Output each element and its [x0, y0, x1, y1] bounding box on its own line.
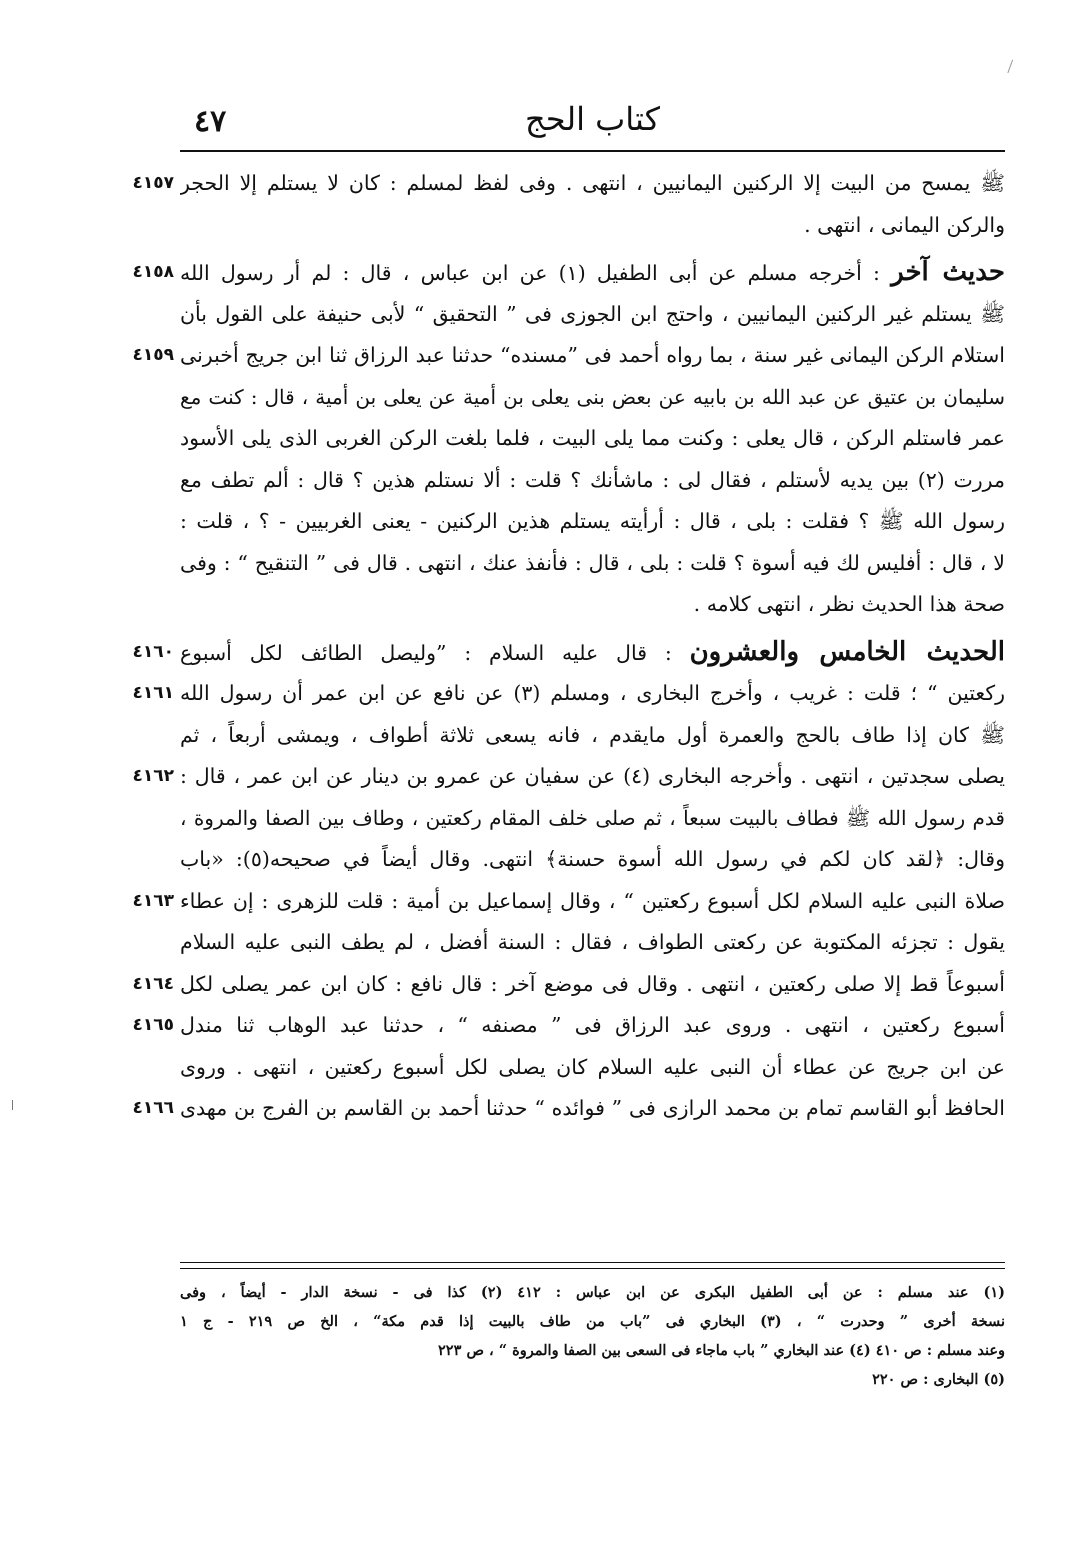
page-header [180, 100, 1005, 146]
line-text [180, 798, 1005, 840]
text-line [180, 418, 1005, 460]
line-body: أسبوعاً قط إلا صلى ركعتين ، انتهى . وقال فى موضع آخر : قال نافع : كان ابن عمر يصلى لكل [180, 971, 1005, 996]
line-text [180, 1047, 1005, 1089]
text-line [132, 964, 1005, 1006]
line-text [180, 922, 1005, 964]
hadith-number: ٤١٦٥ [132, 1015, 174, 1035]
line-body: ﷺ يمسح من البيت إلا الركنين اليمانيين ، انتهى . وفى لفظ لمسلم : كان لا يستلم إلا الحجر [180, 171, 1005, 195]
line-body: ﷺ يستلم غير الركنين اليمانيين ، واحتج ابن الجوزى فى ” التحقيق “ لأبى حنيفة على القول بأن [180, 301, 1005, 326]
footnotes [180, 1278, 1005, 1394]
line-body: رسول الله ﷺ ؟ فقلت : بلى ، قال : أرأيته يستلم هذين الركنين - يعنى الغربيين - ؟ ، قلت : [180, 509, 1005, 533]
line-body: : قال عليه السلام : ”وليصل الطائف لكل أسبوع [180, 640, 690, 665]
line-text [180, 377, 1005, 419]
section-heading: حديث آخر [891, 257, 1005, 287]
hadith-number: ٤١٦٠ [132, 641, 174, 662]
page-title: كتاب الحج [525, 100, 660, 138]
text-line [180, 501, 1005, 543]
text-line [132, 335, 1005, 377]
header-rule [180, 150, 1005, 152]
scan-edge-mark [12, 1100, 13, 1110]
line-body: صحة هذا الحديث نظر ، انتهى كلامه . [693, 592, 1005, 616]
line-body: عمر فاستلم الركن ، قال يعلى : وكنت مما يلى البيت ، فلما بلغت الركن الغربى الذى يلى الأسود [180, 426, 1005, 450]
margin-pencil-mark [1000, 57, 1013, 73]
line-body: مررت (٢) بين يديه لأستلم ، فقال لى : ماشأنك ؟ قلت : ألا نستلم هذين ؟ قال : ألم تطف مع [180, 467, 1005, 492]
line-body: : أخرجه مسلم عن أبى الطفيل (١) عن ابن عباس ، قال : لم أر رسول الله [180, 261, 892, 285]
line-body: والركن اليمانى ، انتهى . [804, 212, 1005, 237]
hadith-number: ٤١٦٤ [132, 973, 174, 994]
line-text [180, 839, 1005, 881]
line-text [180, 584, 1005, 626]
line-text [180, 460, 1005, 502]
line-text [180, 881, 1005, 923]
text-line [132, 1005, 1005, 1047]
line-text [180, 501, 1005, 543]
footnote-line: (١) عند مسلم : عن أبى الطفيل البكرى عن ابن عباس : ٤١٢ (٢) كذا فى - نسخة الدار - أيضاً ، وفى [180, 1284, 1005, 1301]
line-text [180, 294, 1005, 336]
text-line [180, 922, 1005, 964]
line-text [180, 1005, 1005, 1047]
line-text [180, 673, 1005, 715]
line-body: سليمان بن عتيق عن عبد الله بن بابيه عن بعض بنى يعلى بن أمية عن يعلى بن أمية ، قال : كنت مع [180, 384, 1005, 409]
line-text [180, 632, 1005, 675]
line-text [180, 418, 1005, 460]
line-body: الحافظ أبو القاسم تمام بن محمد الرازى فى ” فوائده “ حدثنا أحمد بن القاسم بن الفرج بن مهدى [180, 1096, 1005, 1120]
hadith-number: ٤١٥٩ [132, 345, 174, 365]
hadith-number: ٤١٥٨ [132, 262, 174, 282]
line-body: يصلى سجدتين ، انتهى . وأخرجه البخارى (٤) عن سفيان عن عمرو بن دينار عن ابن عمر ، قال : [180, 764, 1005, 788]
hadith-number: ٤١٥٧ [132, 173, 174, 193]
text-line [180, 377, 1005, 419]
line-body: لا ، قال : أفليس لك فيه أسوة ؟ قلت : بلى ، قال : فأنفذ عنك ، انتهى . قال فى ” التنقيح “ : وفى [180, 550, 1005, 575]
text-line [132, 163, 1005, 205]
line-text [180, 335, 1005, 377]
text-line [180, 460, 1005, 502]
hadith-number: ٤١٦١ [132, 683, 174, 703]
line-body: ﷺ كان إذا طاف بالحج والعمرة أول مايقدم ، فانه يسعى ثلاثة أطواف ، ويمشى أربعاً ، ثم [180, 722, 1005, 747]
text-line [132, 252, 1005, 294]
footnote-line: وعند مسلم : ص ٤١٠ (٤) عند البخاري ” باب ماجاء فى السعى بين الصفا والمروة “ ، ص ٢٢٣ [438, 1342, 1005, 1359]
text-line [180, 715, 1005, 757]
text-line [132, 756, 1005, 798]
text-line [132, 632, 1005, 674]
text-line [180, 294, 1005, 336]
footnote-line: نسخة أخرى ” وحدرت “ ، (٣) البخاري فى ”باب من طاف بالبيت إذا قدم مكة“ ، الخ ص ٢١٩ - ج ١ [180, 1313, 1005, 1330]
footnote-rule [180, 1262, 1005, 1269]
text-line [180, 839, 1005, 881]
main-text [132, 163, 1005, 1130]
line-body: استلام الركن اليمانى غير سنة ، بما رواه أحمد فى ”مسنده“ حدثنا عبد الرزاق ثنا ابن جريج أخبرنى [180, 343, 1005, 367]
line-text [180, 715, 1005, 757]
line-body: وقال: ﴿لقد كان لكم في رسول الله أسوة حسنة﴾ انتهى. وقال أيضاً في صحيحه(٥): «باب [180, 847, 1005, 871]
hadith-number: ٤١٦٢ [132, 766, 174, 786]
text-line [132, 1088, 1005, 1130]
text-line [180, 1047, 1005, 1089]
section-heading: الحديث الخامس والعشرون [689, 636, 1005, 667]
line-body: عن ابن جريج عن عطاء أن النبى عليه السلام كان يصلى لكل أسبوع ركعتين ، انتهى . وروى [180, 1054, 1005, 1079]
text-line [180, 205, 1005, 247]
footnote-line: (٥) البخارى : ص ٢٢٠ [872, 1371, 1005, 1388]
line-text [180, 163, 1005, 205]
line-text [180, 756, 1005, 798]
line-body: ركعتين “ ؛ قلت : غريب ، وأخرج البخارى ، ومسلم (٣) عن نافع عن ابن عمر أن رسول الله [180, 681, 1005, 705]
line-text [180, 1088, 1005, 1130]
line-body: أسبوع ركعتين ، انتهى . وروى عبد الرزاق فى ” مصنفه “ ، حدثنا عبد الوهاب ثنا مندل [180, 1013, 1005, 1037]
line-body: قدم رسول الله ﷺ فطاف بالبيت سبعاً ، ثم صلى خلف المقام ركعتين ، وطاف بين الصفا والمروة ، [180, 805, 1005, 830]
text-line [132, 881, 1005, 923]
page-number: ٤٧ [194, 104, 227, 139]
text-line [180, 543, 1005, 585]
line-text [180, 964, 1005, 1006]
line-body: صلاة النبى عليه السلام لكل أسبوع ركعتين “ ، وقال إسماعيل بن أمية : قلت للزهرى : إن عطاء [180, 888, 1005, 913]
text-line [180, 798, 1005, 840]
line-body: يقول : تجزئه المكتوبة عن ركعتى الطواف ، فقال : السنة أفضل ، لم يطف النبى عليه السلام [180, 930, 1005, 954]
line-text [180, 205, 1005, 247]
text-line [132, 673, 1005, 715]
hadith-number: ٤١٦٦ [132, 1098, 174, 1118]
hadith-number: ٤١٦٣ [132, 890, 174, 911]
line-text [180, 252, 1005, 295]
line-text [180, 543, 1005, 585]
text-line [180, 584, 1005, 626]
